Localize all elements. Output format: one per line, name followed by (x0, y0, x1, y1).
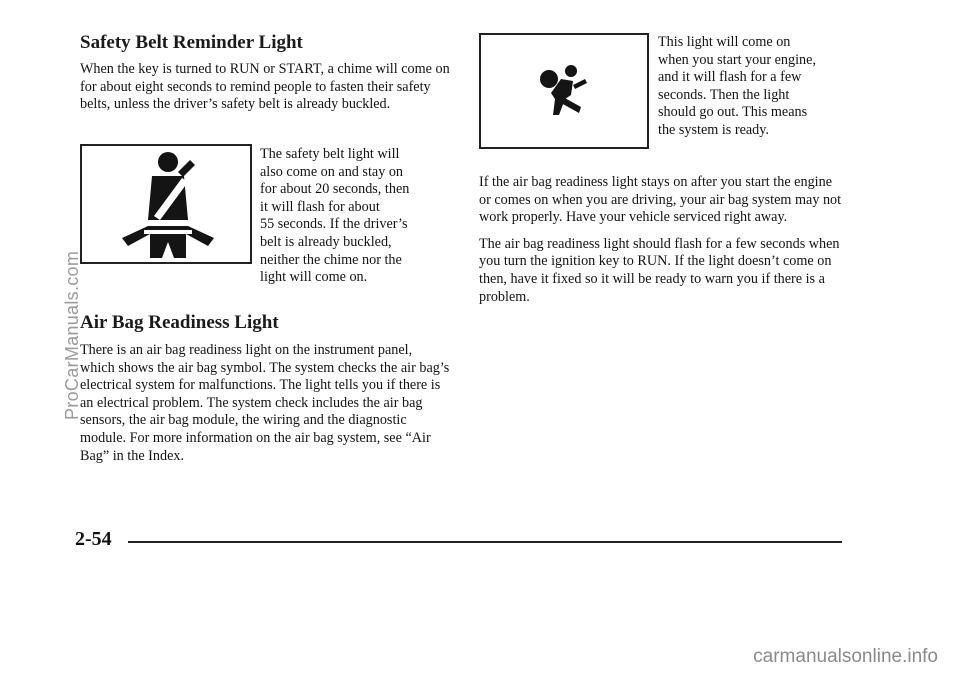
safety-belt-intro: When the key is turned to RUN or START, a chime will come on for about eight seconds to remind people to fasten their safety belts, unless the driver’s safety belt is already buckled. (80, 61, 450, 113)
seatbelt-caption-line: 55 seconds. If the driver’s (260, 216, 408, 233)
air-bag-section (80, 310, 452, 465)
airbag-caption-line: should go out. This means (658, 104, 808, 121)
seatbelt-caption-line: belt is already buckled, (260, 233, 392, 250)
airbag-light-box (479, 33, 649, 149)
airbag-paragraph-stays-on: If the air bag readiness light stays on after you start the engine or comes on when you are driving, your air bag system may not work properly. Have your vehicle serviced right away. (479, 174, 842, 226)
left-column (80, 30, 452, 114)
section-title-air-bag: Air Bag Readiness Light (80, 312, 279, 333)
seatbelt-caption-line: also come on and stay on (260, 163, 404, 180)
seatbelt-caption-line: The safety belt light will (260, 146, 400, 162)
seatbelt-caption-line: light will come on. (260, 269, 368, 286)
airbag-caption-line: This light will come on (658, 34, 791, 50)
airbag-caption-line: seconds. Then the light (658, 86, 790, 103)
airbag-caption-line: when you start your engine, (658, 51, 816, 68)
seatbelt-caption-line: neither the chime nor the (260, 251, 402, 268)
section-title-safety-belt: Safety Belt Reminder Light (80, 32, 303, 53)
seatbelt-light-box (80, 144, 252, 264)
bottom-watermark: carmanualsonline.info (753, 646, 938, 667)
side-watermark: ProCarManuals.com (62, 250, 82, 420)
airbag-caption-line: and it will flash for a few (658, 69, 802, 86)
page-number: 2-54 (75, 528, 112, 550)
airbag-caption (658, 34, 816, 140)
right-body (479, 174, 845, 306)
footer-rule (128, 541, 842, 543)
seatbelt-caption-line: it will flash for about (260, 198, 380, 215)
air-bag-body: There is an air bag readiness light on the instrument panel, which shows the air bag symbol. The system checks the air bag’s electrical system for malfunctions. The light tells you if there is an electrical problem. The system check includes the air bag sensors, the air bag module, the wiring and the diagnostic module. For more information on the air bag system, see “Air Bag” in the Index. (80, 342, 450, 464)
seatbelt-person-icon (82, 146, 250, 262)
seatbelt-caption-line: for about 20 seconds, then (260, 181, 410, 198)
seatbelt-caption (260, 146, 409, 287)
airbag-caption-line: the system is ready. (658, 121, 769, 138)
airbag-paragraph-flash: The air bag readiness light should flash for a few seconds when you turn the ignition key to RUN. If the light doesn’t come on then, have it fixed so it will be ready to warn you if there is a problem. (479, 235, 840, 305)
airbag-occupant-icon (481, 35, 647, 147)
